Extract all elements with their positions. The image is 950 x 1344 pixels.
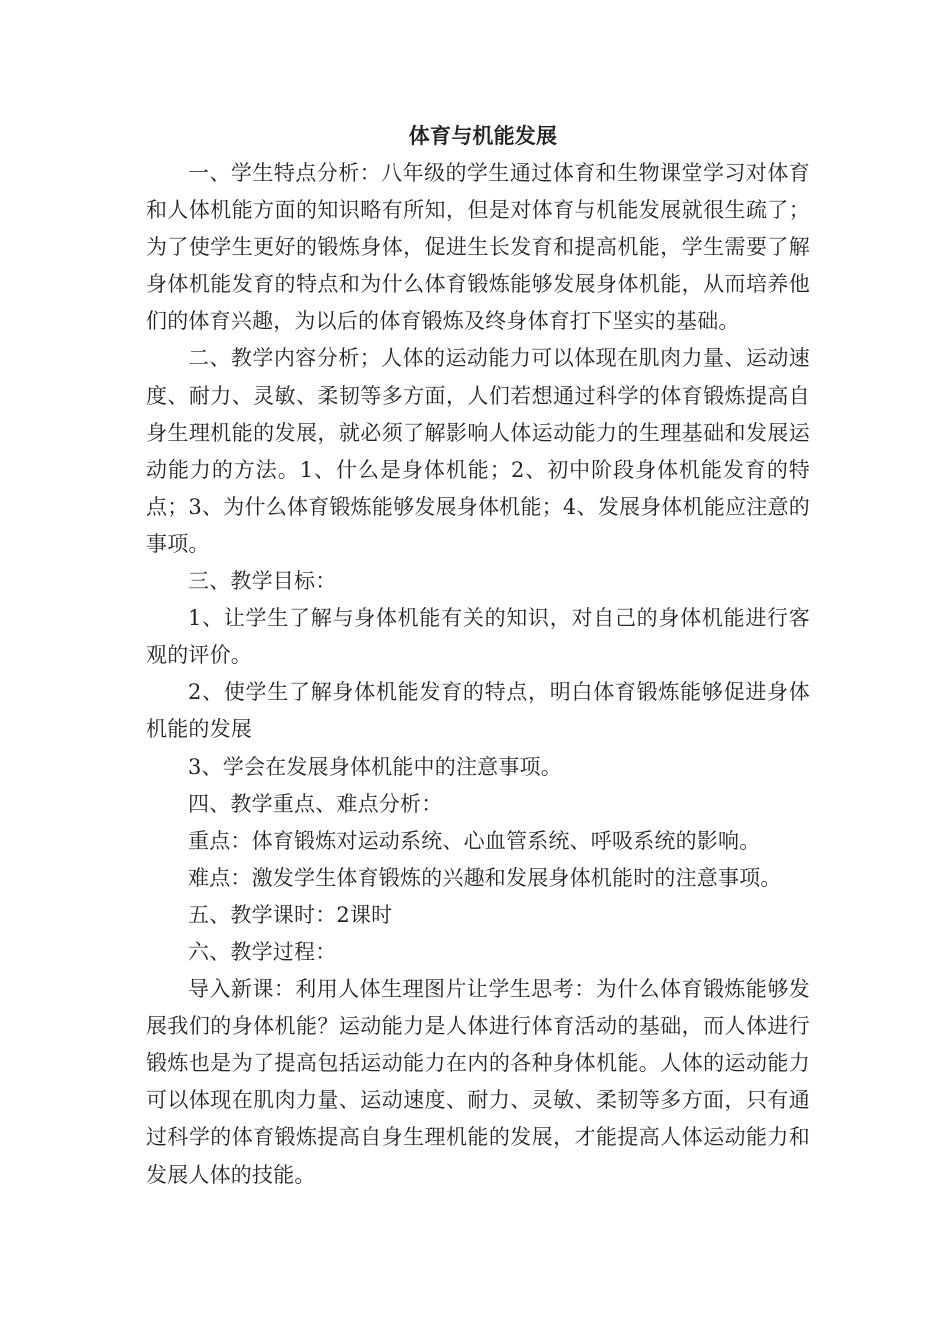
- paragraph-objective-2: 2、使学生了解身体机能发育的特点，明白体育锻炼能够促进身体机能的发展: [146, 680, 810, 742]
- paragraph-objective-1: 1、让学生了解与身体机能有关的知识，对自己的身体机能进行客观的评价。: [146, 606, 810, 668]
- document-title: 体育与机能发展: [408, 124, 558, 148]
- paragraph-student-analysis: 一、学生特点分析：八年级的学生通过体育和生物课堂学习对体育和人体机能方面的知识略有所知，但是对体育与机能发展就很生疏了；为了使学生更好的锻炼身体，促进生长发育和提高机能，学生需要了解身体机能发育的特点和为什么体育锻炼能够发展身体机能，从而培养他们的体育兴趣，为以后的体育锻炼及终身体育打下坚实的基础。: [146, 161, 810, 334]
- document-body: [146, 118, 810, 1194]
- paragraph-objective-3: 3、学会在发展身体机能中的注意事项。: [188, 754, 562, 779]
- paragraph-process-heading: 六、教学过程：: [188, 939, 337, 964]
- paragraph-class-hours: 五、教学课时：2课时: [188, 902, 393, 927]
- paragraph-objectives-heading: 三、教学目标：: [188, 569, 337, 594]
- paragraph-content-analysis: 二、教学内容分析；人体的运动能力可以体现在肌肉力量、运动速度、耐力、灵敏、柔韧等多方面，人们若想通过科学的体育锻炼提高自身生理机能的发展，就必须了解影响人体运动能力的生理基础和发展运动能力的方法。1、什么是身体机能；2、初中阶段身体机能发育的特点；3、为什么体育锻炼能够发展身体机能；4、发展身体机能应注意的事项。: [146, 346, 810, 556]
- paragraph-key-point: 重点：体育锻炼对运动系统、心血管系统、呼吸系统的影响。: [188, 828, 761, 853]
- paragraph-key-points-heading: 四、教学重点、难点分析：: [188, 791, 443, 816]
- paragraph-introduction: 导入新课：利用人体生理图片让学生思考：为什么体育锻炼能够发展我们的身体机能？运动能力是人体进行体育活动的基础，而人体进行锻炼也是为了提高包括运动能力在内的各种身体机能。人体的运动能力可以体现在肌肉力量、运动速度、耐力、灵敏、柔韧等多方面，只有通过科学的体育锻炼提高自身生理机能的发展，才能提高人体运动能力和发展人体的技能。: [146, 977, 810, 1187]
- paragraph-difficult-point: 难点：激发学生体育锻炼的兴趣和发展身体机能时的注意事项。: [188, 865, 782, 890]
